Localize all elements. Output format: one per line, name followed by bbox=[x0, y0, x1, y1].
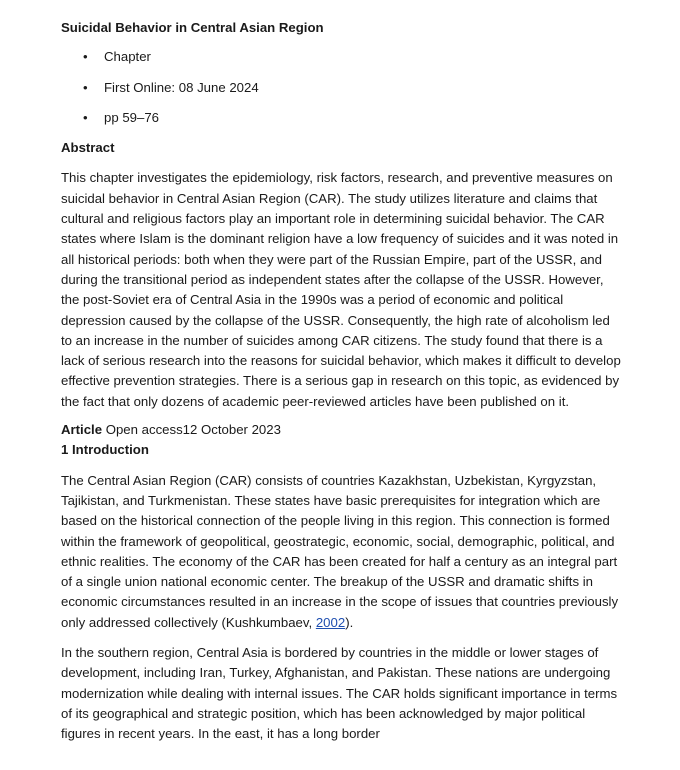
introduction-heading: 1 Introduction bbox=[61, 442, 149, 458]
citation-link[interactable]: 2002 bbox=[315, 614, 346, 630]
introduction-paragraph-1: The Central Asian Region (CAR) consists of countries Kazakhstan, Uzbekistan, Kyrgyzstan, Tajikistan, and Turkmenistan. These states have basic prerequisites for integration which are based on the historical connection of the people living in this region. This connection is formed within the framework of geopolitical, geostrategic, economic, social, demographic, political, and ethnic realities. The economy of the CAR has been created for half a century as an integral part of a single union national economic center. The breakup of the USSR and dramatic shifts in economic circumstances resulted in an increase in the scope of issues that countries previously only addressed collectively (Kushkumbaev, 2002). bbox=[61, 472, 619, 630]
document-title: Suicidal Behavior in Central Asian Region bbox=[61, 20, 324, 35]
meta-list bbox=[61, 47, 624, 128]
article-label: Article bbox=[61, 422, 103, 438]
meta-item-online-date: • First Online: 08 June 2024 bbox=[61, 78, 624, 98]
bullet-icon: • bbox=[83, 109, 88, 125]
bullet-icon: • bbox=[83, 49, 88, 65]
article-info: Open access12 October 2023 bbox=[105, 422, 281, 438]
bullet-icon: • bbox=[83, 79, 88, 95]
abstract-heading: Abstract bbox=[61, 140, 115, 156]
meta-item-pages: • pp 59–76 bbox=[61, 108, 624, 128]
meta-item-type: • Chapter bbox=[61, 47, 624, 67]
article-info-line bbox=[61, 420, 624, 440]
introduction-paragraph-2: In the southern region, Central Asia is bordered by countries in the middle or lower stages of development, including Iran, Turkey, Afghanistan, and Pakistan. These nations are undergoing modernization while dealing with internal issues. The CAR holds significant importance in terms of its geographical and strategic position, which has been acknowledged by major political figures in recent years. In the east, it has a long border bbox=[61, 645, 618, 742]
abstract-text: This chapter investigates the epidemiology, risk factors, research, and preventive measures on suicidal behavior in Central Asian Region (CAR). The study utilizes literature and claims that cultural and religious factors play an important role in determining suicidal behavior. The CAR states where Islam is the dominant religion have a low frequency of suicides and it was noted in all historical periods: both when they were part of the Russian Empire, part of the USSR, and during the transitional period as independent states after the collapse of the USSR. However, the post-Soviet era of Central Asia in the 1990s was a period of economic and political depression caused by the collapse of the USSR. Consequently, the high rate of alcoholism led to an increase in the number of suicides among CAR citizens. The study found that there is a lack of serious research into the reasons for suicidal behavior, which makes it difficult to develop effective prevention strategies. There is a serious gap in research on this topic, as evidenced by the fact that only dozens of academic peer-reviewed articles have been published on it. bbox=[61, 170, 621, 409]
